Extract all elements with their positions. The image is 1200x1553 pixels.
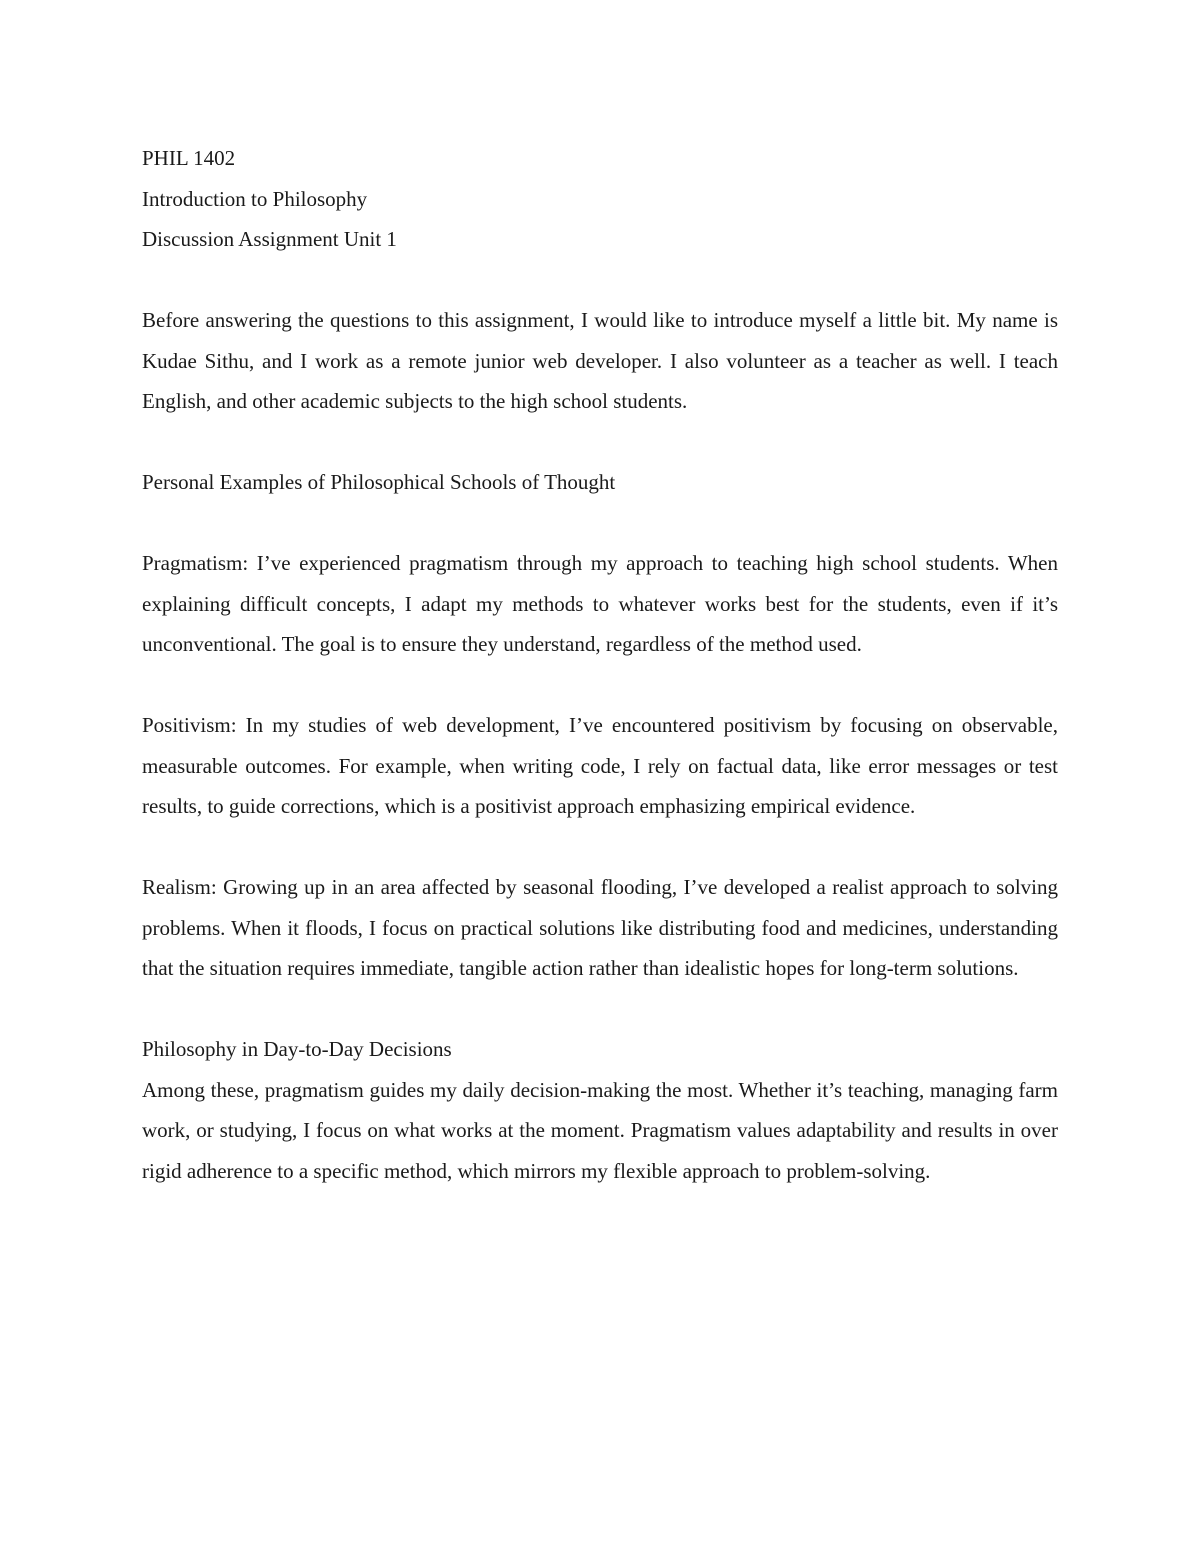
spacer: [142, 989, 1058, 1030]
spacer: [142, 665, 1058, 706]
section-heading-decisions: Philosophy in Day-to-Day Decisions: [142, 1037, 452, 1061]
spacer: [142, 827, 1058, 868]
document-page: [142, 138, 1058, 1191]
course-code: PHIL 1402: [142, 146, 236, 170]
realism-paragraph: Realism: Growing up in an area affected by seasonal flooding, I’ve developed a realist approach to solving problems. When it floods, I focus on practical solutions like distributing food and medicines, understanding that the situation requires immediate, tangible action rather than idealistic hopes for long-term solutions.: [142, 875, 1058, 980]
spacer: [142, 422, 1058, 463]
decisions-paragraph: Among these, pragmatism guides my daily decision-making the most. Whether it’s teaching, managing farm work, or studying, I focus on what works at the moment. Pragmatism values adaptability and results in over rigid adherence to a specific method, which mirrors my flexible approach to problem-solving.: [142, 1077, 1058, 1183]
intro-paragraph: Before answering the questions to this assignment, I would like to introduce myself a little bit. My name is Kudae Sithu, and I work as a remote junior web developer. I also volunteer as a teacher as well. I teach English, and other academic subjects to the high school students.: [142, 308, 1058, 413]
positivism-paragraph: Positivism: In my studies of web development, I’ve encountered positivism by focusing on observable, measurable outcomes. For example, when writing code, I rely on factual data, like error messages or test results, to guide corrections, which is a positivist approach emphasizing empirical evidence.: [142, 713, 1058, 818]
pragmatism-paragraph: Pragmatism: I’ve experienced pragmatism through my approach to teaching high school students. When explaining difficult concepts, I adapt my methods to whatever works best for the students, even if it’s unconventional. The goal is to ensure they understand, regardless of the method used.: [142, 551, 1058, 656]
spacer: [142, 260, 1058, 301]
spacer: [142, 503, 1058, 544]
section-heading-schools: Personal Examples of Philosophical Schools of Thought: [142, 470, 616, 494]
course-title: Introduction to Philosophy: [142, 186, 368, 211]
assignment-title: Discussion Assignment Unit 1: [142, 227, 397, 251]
